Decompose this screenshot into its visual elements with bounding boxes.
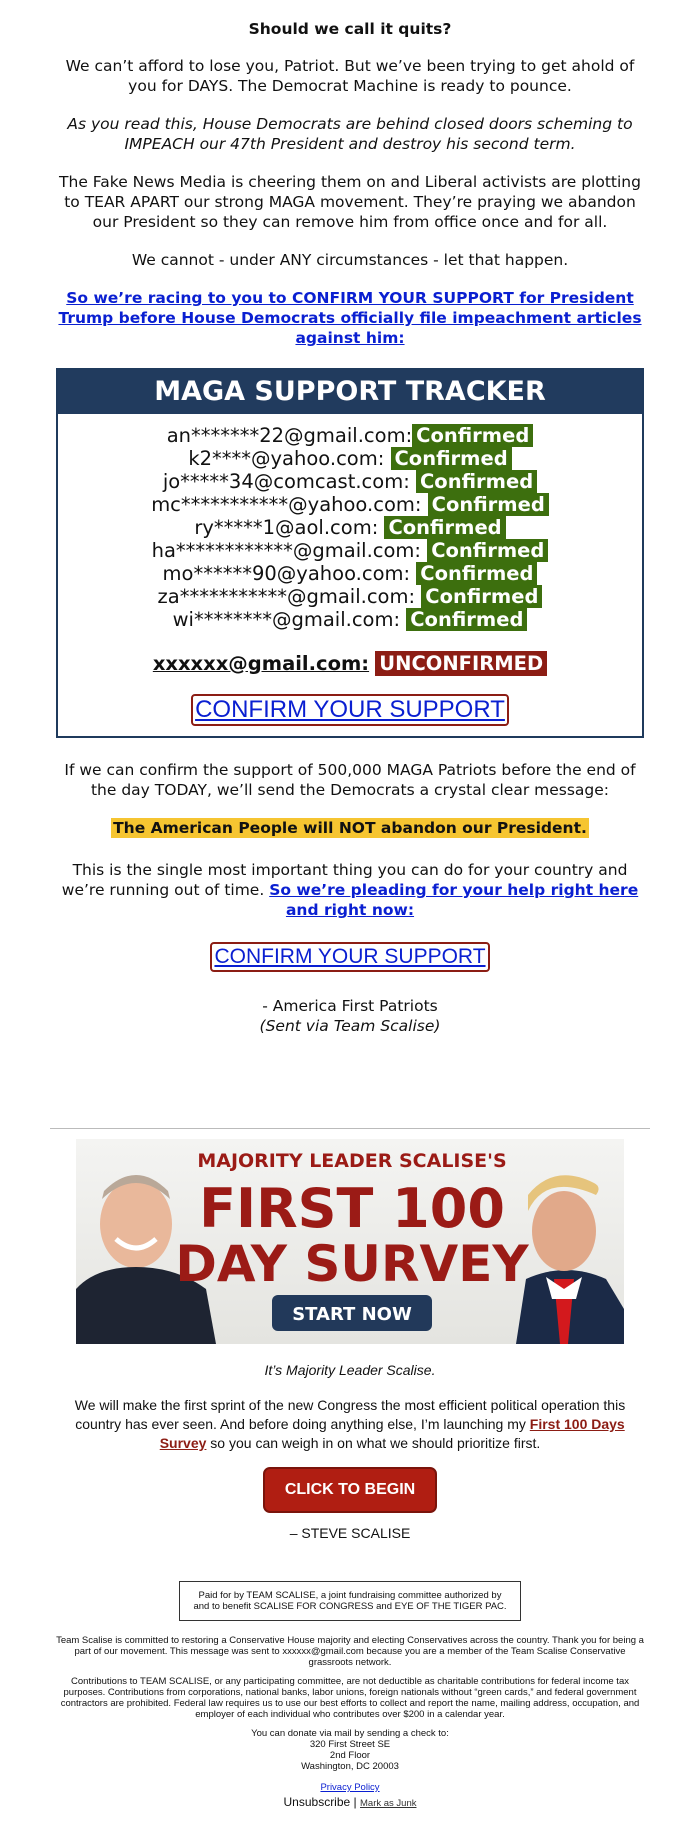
click-to-begin-button[interactable]: CLICK TO BEGIN bbox=[263, 1467, 437, 1513]
tracker-email: ha************@gmail.com: bbox=[151, 539, 428, 562]
tracker-email: wi********@gmail.com: bbox=[172, 608, 407, 631]
user-email: xxxxxx@gmail.com: bbox=[152, 652, 370, 675]
tracker-email: k2****@yahoo.com: bbox=[188, 447, 391, 470]
contributions-notice: Contributions to TEAM SCALISE, or any participating committee, are not deductible as charitable contributions for federal income tax purposes. Contributions from corporations, national banks, labor unions, foreign nationals without “green cards,” and federal government contractors are prohibited. Federal law requires us to use our best efforts to collect and report the name, mailing address, occupation, and employer of each individual who contributes over $200 in a calendar year. bbox=[60, 1676, 640, 1720]
tracker-row bbox=[58, 539, 642, 562]
tracker-email: an*******22@gmail.com: bbox=[166, 424, 413, 447]
confirmed-badge: Confirmed bbox=[406, 608, 527, 631]
confirmed-badge: Confirmed bbox=[427, 539, 548, 562]
banner-start-button: START NOW bbox=[292, 1304, 412, 1325]
pleading-link[interactable]: So we’re pleading for your help right here and right now: bbox=[269, 881, 639, 919]
unsubscribe-link[interactable]: Unsubscribe bbox=[283, 1795, 351, 1809]
mark-as-junk-link[interactable]: Mark as Junk bbox=[360, 1798, 417, 1809]
section-divider bbox=[50, 1128, 650, 1129]
survey-link[interactable]: First 100 Days Survey bbox=[159, 1416, 625, 1451]
scalise-signature: – STEVE SCALISE bbox=[289, 1525, 411, 1541]
tracker-row bbox=[58, 470, 642, 493]
intro-paragraph-2: As you read this, House Democrats are behind closed doors scheming to IMPEACH our 47th President and destroy his second term. bbox=[67, 115, 633, 153]
email-heading: Should we call it quits? bbox=[248, 20, 452, 38]
banner-line-2: FIRST 100 bbox=[199, 1177, 505, 1240]
unconfirmed-badge: UNCONFIRMED bbox=[375, 651, 547, 676]
tracker-row bbox=[58, 562, 642, 585]
tracker-row bbox=[58, 447, 642, 470]
tracker-email: za***********@gmail.com: bbox=[157, 585, 422, 608]
tracker-email: mc***********@yahoo.com: bbox=[151, 493, 428, 516]
user-tracker-row bbox=[58, 651, 642, 676]
survey-banner[interactable] bbox=[76, 1139, 624, 1344]
confirmed-badge: Confirmed bbox=[391, 447, 512, 470]
banner-line-1: MAJORITY LEADER SCALISE'S bbox=[197, 1150, 507, 1172]
scalise-section bbox=[50, 1362, 650, 1811]
scalise-paragraph: We will make the first sprint of the new Congress the most efficient political operation this country has ever seen. And before doing anything else, I’m launching my bbox=[74, 1397, 626, 1432]
footer-notice: Team Scalise is committed to restoring a Conservative House majority and electing Conservatives across the country. Thank you for being a part of our movement. This message was sent to xxxxxx@gmail.com because you are a member of the Team Scalise Conservative grassroots network. bbox=[56, 1635, 644, 1668]
signature-line: - America First Patriots bbox=[262, 997, 438, 1015]
tracker-row bbox=[58, 516, 642, 539]
mail-intro: You can donate via mail by sending a check to: bbox=[251, 1728, 449, 1739]
link-divider: | bbox=[350, 1795, 360, 1809]
scalise-intro: It’s Majority Leader Scalise. bbox=[264, 1362, 436, 1378]
tracker-row bbox=[58, 424, 642, 447]
tracker-email: ry*****1@aol.com: bbox=[194, 516, 385, 539]
confirmed-badge: Confirmed bbox=[384, 516, 505, 539]
intro-paragraph-3: The Fake News Media is cheering them on and Liberal activists are plotting to TEAR APART our strong MAGA movement. They’re praying we abandon our President so they can remove him from office once and for all. bbox=[59, 173, 641, 231]
tracker-row bbox=[58, 585, 642, 608]
tracker-row bbox=[58, 608, 642, 631]
address-line-2: 2nd Floor bbox=[329, 1750, 371, 1761]
confirm-support-button-2[interactable]: CONFIRM YOUR SUPPORT bbox=[210, 942, 489, 972]
confirm-support-link[interactable]: So we’re racing to you to CONFIRM YOUR SUPPORT for President Trump before House Democrats officially file impeachment articles against him: bbox=[58, 289, 642, 347]
confirmed-badge: Confirmed bbox=[416, 562, 537, 585]
address-line-3: Washington, DC 20003 bbox=[301, 1761, 399, 1772]
address-line-1: 320 First Street SE bbox=[309, 1739, 391, 1750]
confirmed-badge: Confirmed bbox=[416, 470, 537, 493]
tracker-row bbox=[58, 493, 642, 516]
email-body bbox=[50, 0, 650, 1036]
confirmed-badge: Confirmed bbox=[421, 585, 542, 608]
paid-for-box: Paid for by TEAM SCALISE, a joint fundraising committee authorized by and to benefit SCALISE FOR CONGRESS and EYE OF THE TIGER PAC. bbox=[179, 1581, 521, 1621]
mid-paragraph-1: If we can confirm the support of 500,000 MAGA Patriots before the end of the day TODAY, we’ll send the Democrats a crystal clear message: bbox=[64, 761, 636, 799]
support-tracker bbox=[56, 368, 644, 738]
tracker-title: MAGA SUPPORT TRACKER bbox=[58, 370, 642, 414]
intro-paragraph-4: We cannot - under ANY circumstances - let that happen. bbox=[131, 251, 569, 269]
confirmed-badge: Confirmed bbox=[412, 424, 533, 447]
confirm-support-button[interactable]: CONFIRM YOUR SUPPORT bbox=[191, 694, 509, 726]
banner-line-3: DAY SURVEY bbox=[175, 1235, 529, 1293]
tracker-email: mo******90@yahoo.com: bbox=[162, 562, 417, 585]
tracker-email: jo*****34@comcast.com: bbox=[162, 470, 416, 493]
mid-paragraph-2: This is the single most important thing you can do for your country and we’re running out of time. bbox=[61, 861, 628, 899]
intro-paragraph-1: We can’t afford to lose you, Patriot. But we’ve been trying to get ahold of you for DAYS. The Democrat Machine is ready to pounce. bbox=[65, 57, 635, 95]
sent-via-line: (Sent via Team Scalise) bbox=[259, 1017, 441, 1035]
scalise-paragraph-end: so you can weigh in on what we should prioritize first. bbox=[206, 1435, 541, 1451]
privacy-policy-link[interactable]: Privacy Policy bbox=[320, 1782, 380, 1793]
confirmed-badge: Confirmed bbox=[428, 493, 549, 516]
highlight-message: The American People will NOT abandon our President. bbox=[113, 819, 587, 837]
